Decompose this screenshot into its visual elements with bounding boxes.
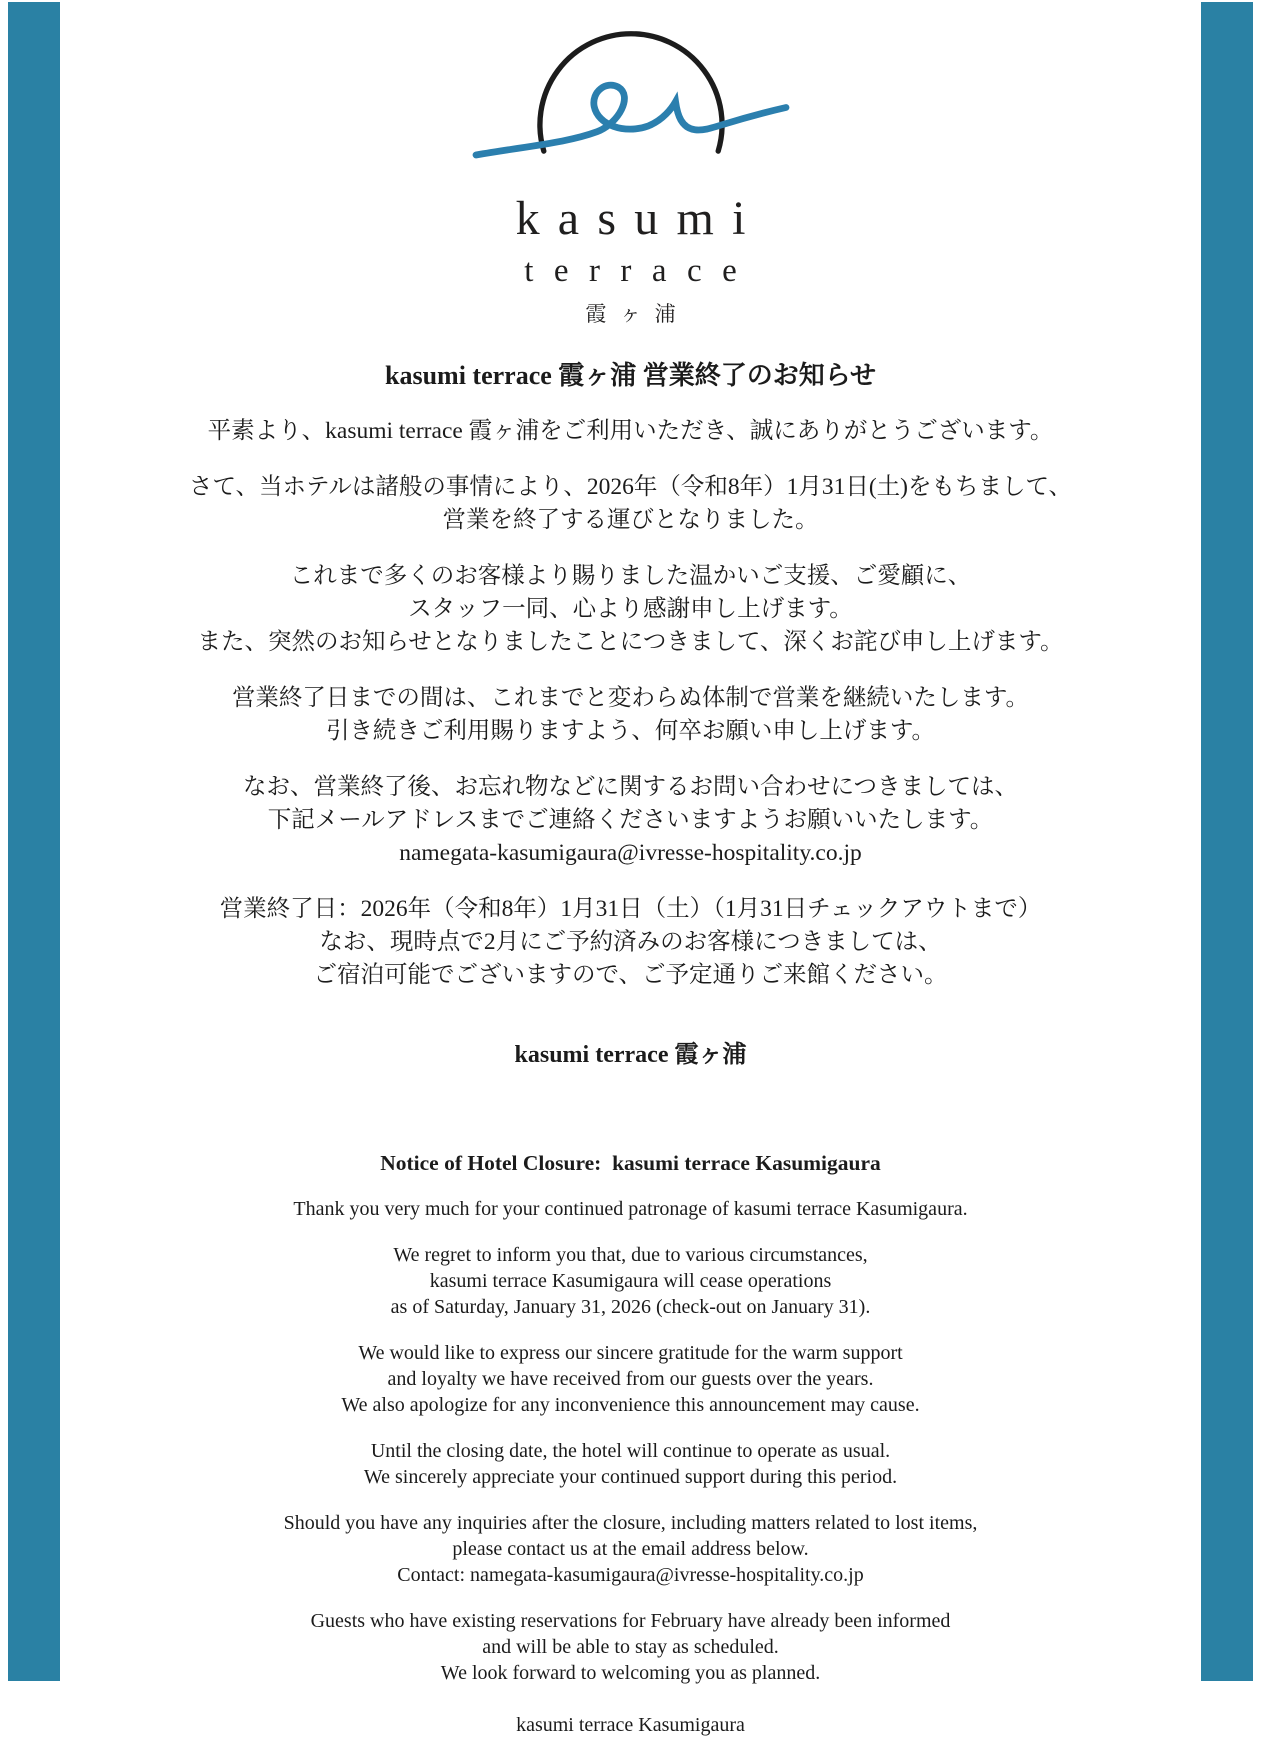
text-line: and loyalty we have received from our guests over the years.: [387, 1368, 874, 1390]
jp-notice-title: kasumi terrace 霞ヶ浦 営業終了のお知らせ: [385, 361, 876, 390]
logo-wordmark-kasumigaura-jp: 霞ヶ浦: [585, 302, 690, 326]
text-line: Until the closing date, the hotel will continue to operate as usual.: [370, 1440, 891, 1462]
jp-paragraph-closure-announcement: [121, 471, 1141, 537]
en-paragraph-continued-operation: [121, 1438, 1141, 1490]
hotel-logo: [121, 30, 1141, 325]
text-line: 平素より、kasumi terrace 霞ヶ浦をご利用いただき、誠にありがとうございます。: [207, 418, 1054, 444]
jp-paragraph-thanks: [121, 415, 1141, 448]
en-paragraph-closure-announcement: [121, 1242, 1141, 1320]
en-paragraph-inquiries: [121, 1510, 1141, 1588]
text-line: We also apologize for any inconvenience this announcement may cause.: [341, 1394, 920, 1416]
jp-paragraph-continued-operation: [121, 682, 1141, 748]
text-line: これまで多くのお客様より賜りました温かいご支援、ご愛顧に、: [289, 563, 972, 589]
text-line: Thank you very much for your continued patronage of kasumi terrace Kasumigaura.: [293, 1198, 968, 1220]
en-paragraph-thanks: [121, 1196, 1141, 1222]
text-line: ご宿泊可能でございますので、ご予定通りご来館ください。: [313, 962, 948, 988]
logo-wordmark-kasumi: kasumi: [515, 192, 764, 245]
text-line: 営業を終了する運びとなりました。: [442, 507, 819, 533]
text-line: 引き続きご利用賜りますよう、何卒お願い申し上げます。: [325, 718, 936, 744]
contact-email-en: Contact: namegata-kasumigaura@ivresse-hospitality.co.jp: [397, 1564, 864, 1586]
text-line: スタッフ一同、心より感謝申し上げます。: [408, 596, 853, 622]
text-line: We look forward to welcoming you as planned.: [440, 1662, 821, 1684]
text-line: なお、営業終了後、お忘れ物などに関するお問い合わせにつきましては、: [242, 774, 1019, 800]
contact-email-jp: namegata-kasumigaura@ivresse-hospitality.co.jp: [399, 840, 862, 866]
text-line: We regret to inform you that, due to various circumstances,: [393, 1244, 868, 1266]
right-border-bar: [1201, 2, 1253, 1681]
left-border-bar: [8, 2, 60, 1681]
text-line: and will be able to stay as scheduled.: [482, 1636, 779, 1658]
en-notice-title: Notice of Hotel Closure: kasumi terrace Kasumigaura: [380, 1151, 881, 1175]
text-line: また、突然のお知らせとなりましたことにつきまして、深くお詫び申し上げます。: [197, 629, 1064, 655]
jp-paragraph-inquiries: [121, 771, 1141, 870]
en-signature: kasumi terrace Kasumigaura: [516, 1714, 745, 1736]
text-line: 営業終了日：2026年（令和8年）1月31日（土）（1月31日チェックアウトまで）: [219, 896, 1042, 922]
jp-paragraph-closing-date: [121, 893, 1141, 992]
en-paragraph-february-reservations: [121, 1608, 1141, 1686]
text-line: kasumi terrace Kasumigaura will cease operations: [429, 1270, 832, 1292]
jp-paragraph-gratitude: [121, 560, 1141, 659]
text-line: as of Saturday, January 31, 2026 (check-out on January 31).: [390, 1296, 871, 1318]
text-line: 下記メールアドレスまでご連絡くださいますようお願いいたします。: [267, 807, 994, 833]
text-line: Should you have any inquiries after the closure, including matters related to lost items,: [283, 1512, 978, 1534]
text-line: なお、現時点で2月にご予約済みのお客様につきましては、: [319, 929, 942, 955]
logo-wordmark-terrace: terrace: [524, 253, 758, 289]
text-line: 営業終了日までの間は、これまでと変わらぬ体制で営業を継続いたします。: [231, 685, 1030, 711]
closure-notice-document: [121, 0, 1141, 1737]
text-line: We sincerely appreciate your continued support during this period.: [363, 1466, 898, 1488]
text-line: please contact us at the email address below.: [452, 1538, 809, 1560]
text-line: We would like to express our sincere gratitude for the warm support: [358, 1342, 903, 1364]
logo-arc-wave-icon: [466, 30, 796, 185]
en-paragraph-gratitude: [121, 1340, 1141, 1418]
text-line: Guests who have existing reservations for February have already been informed: [310, 1610, 951, 1632]
text-line: さて、当ホテルは諸般の事情により、2026年（令和8年）1月31日(土)をもちまして、: [188, 474, 1073, 500]
jp-signature: kasumi terrace 霞ヶ浦: [514, 1042, 747, 1068]
